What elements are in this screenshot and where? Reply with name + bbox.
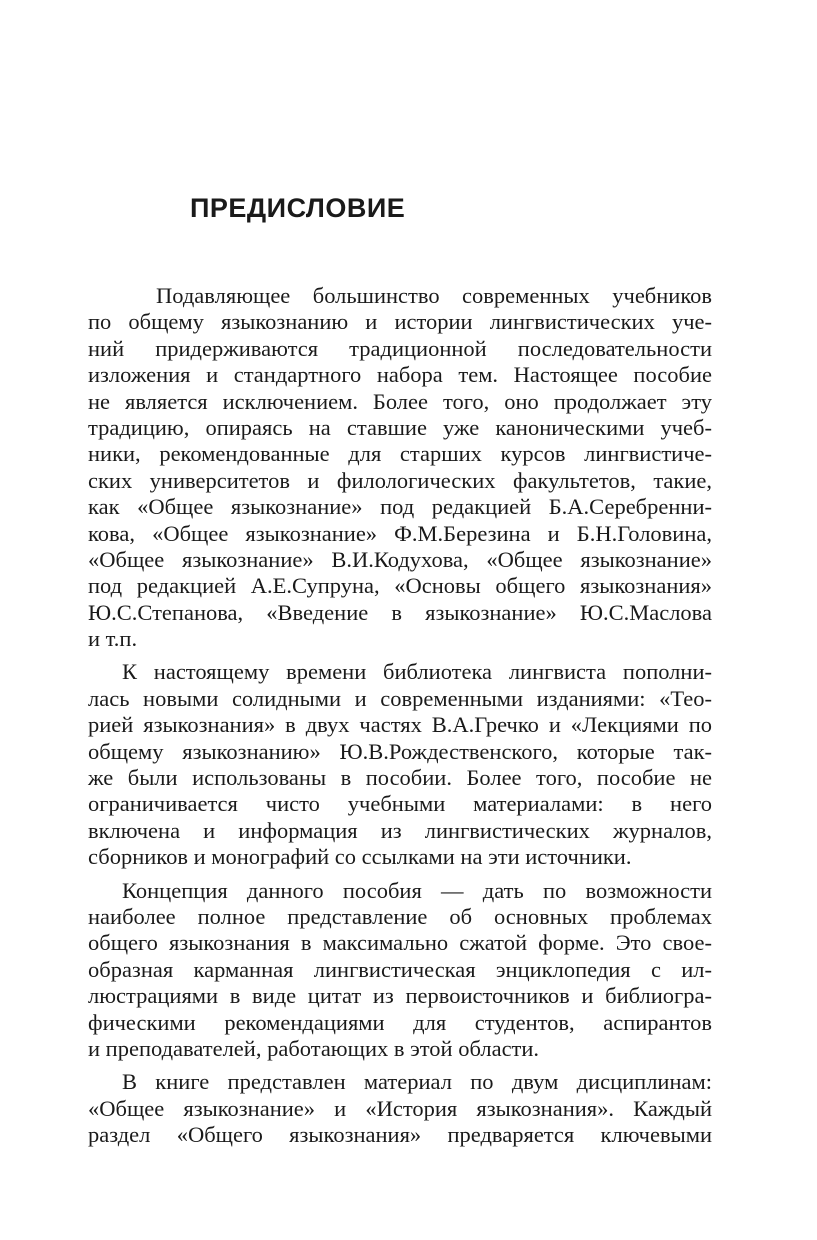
text-line: изложения и стандартного набора тем. Настоящее пособие <box>88 362 712 388</box>
text-line: «Общее языкознание» и «История языкознания». Каждый <box>88 1095 712 1121</box>
paragraph-gap <box>88 871 712 878</box>
text-line: традицию, опираясь на ставшие уже каноническими учеб- <box>88 414 712 440</box>
text-line: ских университетов и филологических факультетов, такие, <box>88 467 712 493</box>
text-line: сборников и монографий со ссылками на эти источники. <box>88 844 632 870</box>
text-line: В книге представлен материал по двум дисциплинам: <box>122 1069 712 1095</box>
text-line: как «Общее языкознание» под редакцией Б.А.Серебренни- <box>88 494 712 520</box>
text-line: наиболее полное представление об основных проблемах <box>88 903 712 929</box>
paragraph-gap <box>88 1062 712 1069</box>
text-line: Ю.С.Степанова, «Введение в языкознание» Ю.С.Маслова <box>88 599 712 625</box>
text-line: ограничивается чисто учебными материалами: в него <box>88 791 712 817</box>
text-line: общего языкознания в максимально сжатой форме. Это свое- <box>88 930 712 956</box>
paragraph-3 <box>88 878 712 1063</box>
text-line: образная карманная лингвистическая энциклопедия с ил- <box>88 956 712 982</box>
text-line: не является исключением. Более того, оно продолжает эту <box>88 388 712 414</box>
text-line: фическими рекомендациями для студентов, аспирантов <box>88 1009 712 1035</box>
text-line: под редакцией А.Е.Супруна, «Основы общего языкознания» <box>88 573 712 599</box>
text-line: рией языкознания» в двух частях В.А.Гречко и «Лекциями по <box>88 712 712 738</box>
paragraph-1 <box>88 283 712 652</box>
paragraph-4 <box>88 1069 712 1148</box>
text-line: кова, «Общее языкознание» Ф.М.Березина и Б.Н.Головина, <box>88 520 712 546</box>
text-line: общему языкознанию» Ю.В.Рождественского, которые так- <box>88 738 712 764</box>
paragraph-gap <box>88 652 712 659</box>
text-line: Подавляющее большинство современных учебников <box>156 283 712 308</box>
text-line: лась новыми солидными и современными изданиями: «Тео- <box>88 685 712 711</box>
text-line: включена и информация из лингвистических журналов, <box>88 817 712 843</box>
text-line: по общему языкознанию и истории лингвистических уче- <box>88 309 712 335</box>
text-line: «Общее языкознание» В.И.Кодухова, «Общее языкознание» <box>88 546 712 572</box>
text-line: ники, рекомендованные для старших курсов лингвистиче- <box>88 441 712 467</box>
text-line: и преподавателей, работающих в этой области. <box>88 1035 540 1061</box>
body-text <box>88 283 712 1149</box>
text-line: же были использованы в пособии. Более того, пособие не <box>88 765 712 791</box>
text-line: ний придерживаются традиционной последовательности <box>88 335 712 361</box>
text-line: люстрациями в виде цитат из первоисточников и библиогра- <box>88 983 712 1009</box>
page-title: ПРЕДИСЛОВИЕ <box>190 193 406 223</box>
text-line: раздел «Общего языкознания» предваряется ключевыми <box>88 1122 712 1148</box>
text-line: Концепция данного пособия — дать по возможности <box>122 877 712 903</box>
text-line: К настоящему времени библиотека лингвиста пополни- <box>122 659 712 685</box>
text-line: и т.п. <box>88 626 138 652</box>
paragraph-2 <box>88 659 712 870</box>
